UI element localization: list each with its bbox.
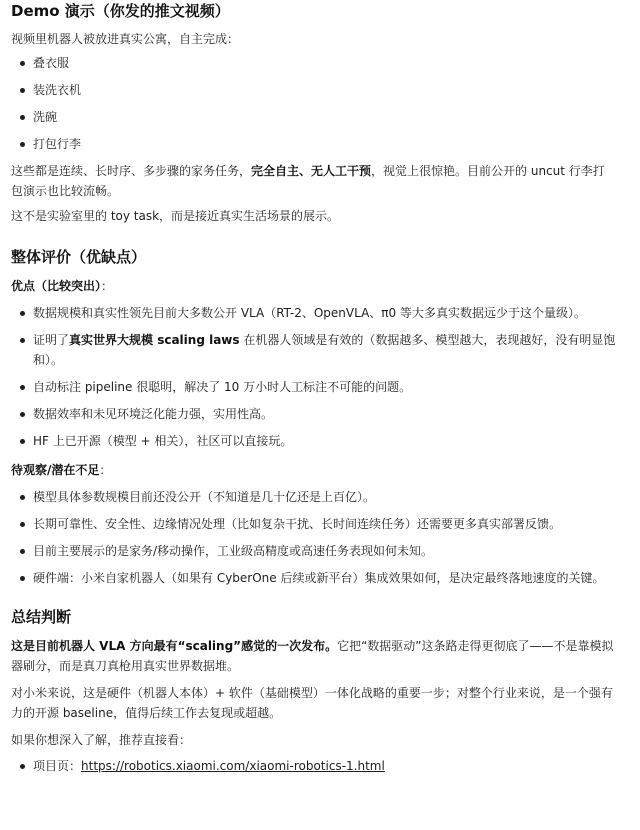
heading-summary: 总结判断 bbox=[11, 608, 72, 626]
demo-task-list bbox=[11, 53, 616, 154]
list-item: 叠衣服 bbox=[33, 53, 616, 73]
text: 它把“数据驱动”这条路走得更彻底了——不是靠模拟器刷分，而是真刀真枪用真实世界数据堆。 bbox=[11, 639, 614, 673]
list-item: 目前主要展示的是家务/移动操作，工业级高精度或高速任务表现如何未知。 bbox=[33, 541, 616, 561]
cons-label bbox=[11, 460, 616, 480]
list-item: HF 上已开源（模型 + 相关），社区可以直接玩。 bbox=[33, 431, 616, 451]
heading-evaluation: 整体评价（优缺点） bbox=[11, 248, 147, 266]
list-item bbox=[33, 330, 616, 370]
summary-paragraph-3: 如果你想深入了解，推荐直接看： bbox=[11, 733, 192, 747]
text: 证明了 bbox=[33, 333, 70, 347]
text: ： bbox=[99, 463, 112, 477]
list-item: 模型具体参数规模目前还没公开（不知道是几十亿还是上百亿）。 bbox=[33, 487, 616, 507]
list-item: 装洗衣机 bbox=[33, 80, 616, 100]
list-item: 打包行李 bbox=[33, 134, 616, 154]
list-item: 长期可靠性、安全性、边缘情况处理（比如复杂干扰、长时间连续任务）还需要更多真实部署反馈。 bbox=[33, 514, 616, 534]
cons-list bbox=[11, 487, 616, 588]
bold-text: 优点（比较突出） bbox=[11, 279, 102, 293]
summary-paragraph-1 bbox=[11, 636, 616, 676]
list-item bbox=[33, 756, 616, 776]
demo-paragraph-2: 这不是实验室里的 toy task，而是接近真实生活场景的展示。 bbox=[11, 209, 340, 223]
heading-demo: Demo 演示（你发的推文视频） bbox=[11, 2, 230, 20]
bold-text: 这是目前机器人 VLA 方向最有“scaling”感觉的一次发布。 bbox=[11, 639, 338, 653]
list-item: 数据效率和未见环境泛化能力强，实用性高。 bbox=[33, 404, 616, 424]
bold-text: 待观察/潜在不足 bbox=[11, 463, 100, 477]
link-label: 项目页： bbox=[33, 759, 82, 773]
demo-paragraph-1 bbox=[11, 161, 616, 201]
list-item: 洗碗 bbox=[33, 107, 616, 127]
demo-intro: 视频里机器人被放进真实公寓，自主完成： bbox=[11, 32, 240, 46]
text: ： bbox=[101, 279, 114, 293]
resource-list bbox=[11, 756, 616, 776]
project-page-link[interactable]: https://robotics.xiaomi.com/xiaomi-robotics-1.html bbox=[81, 759, 385, 773]
bold-text: 完全自主、无人工干预 bbox=[251, 164, 372, 178]
bold-text: 真实世界大规模 scaling laws bbox=[69, 333, 240, 347]
pros-list bbox=[11, 303, 616, 451]
list-item: 数据规模和真实性领先目前大多数公开 VLA（RT-2、OpenVLA、π0 等大多真实数据远少于这个量级）。 bbox=[33, 303, 616, 323]
summary-paragraph-2: 对小米来说，这是硬件（机器人本体）+ 软件（基础模型）一体化战略的重要一步；对整个行业来说，是一个强有力的开源 baseline，值得后续工作去复现或超越。 bbox=[11, 686, 613, 720]
list-item: 硬件端：小米自家机器人（如果有 CyberOne 后续或新平台）集成效果如何，是决定最终落地速度的关键。 bbox=[33, 568, 616, 588]
pros-label bbox=[11, 276, 616, 296]
text: 这些都是连续、长时序、多步骤的家务任务， bbox=[11, 164, 252, 178]
list-item: 自动标注 pipeline 很聪明，解决了 10 万小时人工标注不可能的问题。 bbox=[33, 377, 616, 397]
text: ，视觉上很惊艳。目前公开的 uncut 行李打包演示也比较流畅。 bbox=[11, 164, 605, 198]
text: 在机器人领域是有效的（数据越多、模型越大，表现越好，没有明显饱和）。 bbox=[33, 333, 616, 367]
